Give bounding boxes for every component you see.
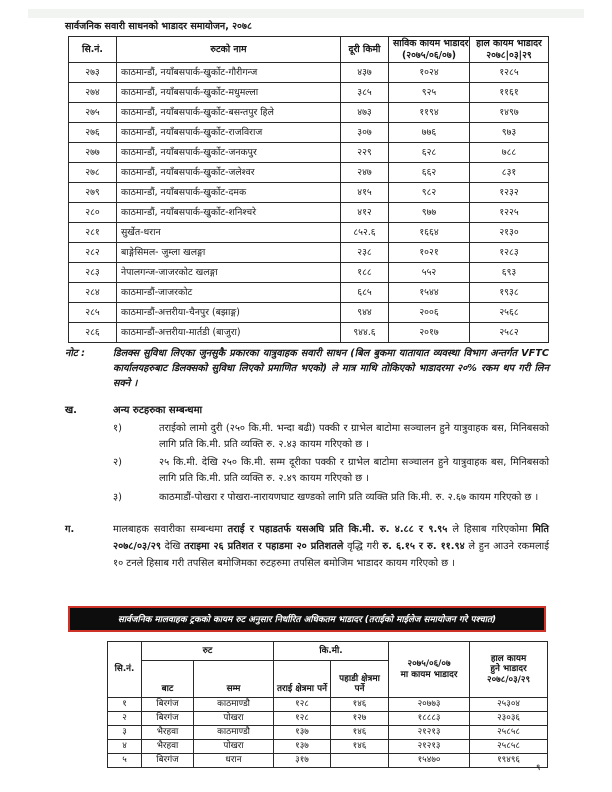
- table-row: [69, 283, 549, 303]
- cell-serial: ५: [108, 754, 142, 768]
- cell-old-fare: १५४७०: [389, 754, 470, 768]
- cell-serial: २७५: [69, 103, 117, 123]
- ga-segment: देखि: [160, 541, 185, 553]
- cell-new-fare: १२२५: [470, 203, 549, 223]
- cell-old-fare: २१२१३: [389, 740, 470, 754]
- cell-serial: २७३: [69, 63, 117, 83]
- cell-old-fare: ५५२: [389, 263, 470, 283]
- cell-terai-km: १२८: [274, 698, 331, 712]
- cell-new-fare: ७८८: [470, 143, 549, 163]
- cell-hill-km: १२७: [331, 712, 389, 726]
- cell-distance-km: ९४४.६: [341, 323, 389, 343]
- cell-new-fare: १२८५: [470, 63, 549, 83]
- cell-old-fare: १८८८३: [389, 712, 470, 726]
- cell-from: बिरगंज: [142, 698, 194, 712]
- list-item: [113, 455, 549, 486]
- cell-route-name: काठमान्डौं, नयाँबसपार्क-खुर्कोट-गौरीगन्ज: [117, 63, 341, 83]
- cell-hill-km: १४६: [331, 726, 389, 740]
- cell-old-fare: २००६: [389, 303, 470, 323]
- col-header-route-name: रुटको नाम: [117, 37, 341, 63]
- cell-route-name: काठमान्डौं-जाजरकोट: [117, 283, 341, 303]
- table-row: [69, 143, 549, 163]
- cell-route-name: काठमान्डौं, नयाँबसपार्क-खुर्कोट-बसन्तपुर हिले: [117, 103, 341, 123]
- note-label: नोट :: [65, 348, 86, 359]
- cell-route-name: सुर्खेत-धरान: [117, 223, 341, 243]
- cell-distance-km: २३८: [341, 243, 389, 263]
- cell-from: बिरगंज: [142, 754, 194, 768]
- cell-serial: २७७: [69, 143, 117, 163]
- truck-col-header-from: बाट: [142, 661, 194, 698]
- table-row: [69, 183, 549, 203]
- table-row: [108, 712, 548, 726]
- cell-serial: २: [108, 712, 142, 726]
- cell-route-name: काठमान्डौं, नयाँबसपार्क-खुर्कोट-मधुमल्ला: [117, 83, 341, 103]
- page-title: सार्वजनिक सवारी साधनको भाडादर समायोजन, २०७८: [65, 21, 252, 32]
- ga-segment: ले हुन आउने रकमलाई १० टनले हिसाब गरी तपसिल बमोजिमका रुटहरुमा तपसिल बमोजिम भाडादर कायम गरिएको छ ।: [113, 541, 550, 570]
- truck-new-fare-header-date: २०७८/०३/२९: [487, 674, 531, 685]
- list-item-text: तराईको लामो दुरी (२५० कि.मी. भन्दा बढी) पक्की र ग्राभेल बाटोमा सञ्चालन हुने यात्रुवाहक बस, मिनिबसको लागि प्रति कि.मी. प्रति व्यक्ति रु. २.४३ कायम गरिएको छ ।: [159, 423, 549, 450]
- truck-col-header-km-group: कि.मी.: [274, 642, 389, 661]
- ga-segment-bold: रु. ६.१५ र रु. ११.९४: [382, 541, 465, 553]
- cell-serial: २७६: [69, 123, 117, 143]
- cell-to: काठमाण्डौ: [194, 698, 274, 712]
- cell-hill-km: १४६: [331, 740, 389, 754]
- note-text: डिलक्स सुविधा लिएका जुनसुकै प्रकारका यात्रुवाहक सवारी साधन (बिल बुकमा यातायात व्यवस्था विभाग अन्तर्गत VFTC कार्यालयहरुबाट डिलक्सको सुविधा लिएको प्रमाणित भएको) ले मात्र माथि तोकिएको भाडादरमा २०% रकम थप गरी लिन सक्ने ।: [113, 348, 549, 390]
- cell-old-fare: १०२१: [389, 243, 470, 263]
- cell-serial: ४: [108, 740, 142, 754]
- truck-col-header-new-fare: [470, 642, 548, 698]
- cell-serial: २८१: [69, 223, 117, 243]
- cell-new-fare: १९४९६: [470, 754, 548, 768]
- cell-distance-km: ४७३: [341, 103, 389, 123]
- list-item-text: काठमाडौं-पोखरा र पोखरा-नारायणघाट खण्डको लागि प्रति व्यक्ति प्रति कि.मी. रु. २.६७ कायम गरिएको छ ।: [159, 491, 539, 503]
- truck-col-header-hill-km: पहाडी क्षेत्रमा पर्ने: [331, 661, 389, 698]
- cell-to: पोखरा: [194, 712, 274, 726]
- table-row: [108, 754, 548, 768]
- table-row: [108, 740, 548, 754]
- cell-old-fare: २०७७३: [389, 698, 470, 712]
- truck-col-header-terai-km: तराई क्षेत्रमा पर्ने: [274, 661, 331, 698]
- truck-col-header-serial: सि.नं.: [108, 642, 142, 698]
- section-kha-heading-row: [65, 402, 549, 416]
- new-fare-header-line1: हाल कायम भाडादर: [476, 38, 542, 49]
- cell-old-fare: ६६२: [389, 163, 470, 183]
- cell-hill-km: [331, 754, 389, 768]
- truck-fare-table-header: [108, 642, 548, 698]
- cell-serial: २७४: [69, 83, 117, 103]
- cell-distance-km: ६८५: [341, 283, 389, 303]
- cell-old-fare: ११९४: [389, 103, 470, 123]
- truck-old-fare-header-date: २०७५/०६/०७: [407, 658, 451, 669]
- truck-col-header-old-fare: [389, 642, 470, 698]
- cell-new-fare: ६९३: [470, 263, 549, 283]
- col-header-serial: सि.नं.: [69, 37, 117, 63]
- truck-fare-banner: [68, 606, 546, 632]
- section-ga-label: ग.: [65, 524, 75, 535]
- cell-new-fare: २५८२: [470, 323, 549, 343]
- cell-to: काठमाण्डौ: [194, 726, 274, 740]
- section-ga-paragraph-row: [65, 521, 549, 572]
- cell-old-fare: १६६४: [389, 223, 470, 243]
- col-header-distance-km: दूरी किमी: [341, 37, 389, 63]
- cell-from: भैरहवा: [142, 726, 194, 740]
- truck-fare-table: [107, 641, 548, 768]
- table-row: [69, 83, 549, 103]
- table-row: [69, 263, 549, 283]
- scan-shade-strip: [28, 9, 584, 18]
- cell-old-fare: २०१७: [389, 323, 470, 343]
- section-kha-label: ख.: [65, 405, 77, 416]
- cell-old-fare: ७७६: [389, 123, 470, 143]
- table-row: [108, 726, 548, 740]
- table-row: [69, 203, 549, 223]
- truck-fare-banner-text: सार्वजनिक मालवाहक ट्रकको कायम रुट अनुसार निर्धारित अधिकतम भाडादर (तराईको माईलेज समायोजन गरे पश्चात): [117, 615, 497, 625]
- section-ga-text: [113, 521, 549, 572]
- ga-segment: वृद्धि गरी: [343, 541, 383, 553]
- old-fare-header-line1: साविक कायम भाडादर: [393, 38, 469, 49]
- col-header-old-fare: [389, 37, 470, 63]
- deluxe-note: [65, 346, 549, 391]
- cell-new-fare: १९३८: [470, 283, 549, 303]
- list-item-number: २): [113, 457, 122, 469]
- truck-col-header-to: सम्म: [194, 661, 274, 698]
- cell-old-fare: १०२४: [389, 63, 470, 83]
- table-row: [69, 223, 549, 243]
- cell-serial: २८०: [69, 203, 117, 223]
- list-item-number: ३): [113, 491, 122, 503]
- ga-segment-bold: तराइमा २६ प्रतिशत र पहाडमा २० प्रतिशतले: [184, 541, 344, 553]
- cell-new-fare: २५८५८: [470, 740, 548, 754]
- passenger-fare-table-body: [69, 63, 549, 343]
- cell-serial: २८२: [69, 243, 117, 263]
- list-item: [113, 421, 549, 452]
- truck-new-fare-header-line1: हाल कायम: [490, 653, 527, 664]
- table-row: [69, 163, 549, 183]
- page-number: ९: [536, 763, 541, 773]
- cell-serial: २८६: [69, 323, 117, 343]
- cell-serial: ३: [108, 726, 142, 740]
- ga-segment-bold: मिति २०७८/०३/२९: [113, 524, 549, 553]
- table-row: [69, 123, 549, 143]
- cell-serial: २८५: [69, 303, 117, 323]
- cell-old-fare: ९८२: [389, 183, 470, 203]
- cell-new-fare: ९७३: [470, 123, 549, 143]
- list-item-text: २५ कि.मी. देखि २५० कि.मी. सम्म दूरीका पक्की र ग्राभेल बाटोमा सञ्चालन हुने यात्रुवाहक बस, मिनिबसको लागि प्रति कि.मी. प्रति व्यक्ति रु. २.४९ कायम गरिएको छ ।: [159, 457, 549, 485]
- cell-route-name: काठमान्डौं, नयाँबसपार्क-खुर्कोट-शनिश्चरे: [117, 203, 341, 223]
- cell-terai-km: १३७: [274, 726, 331, 740]
- cell-terai-km: ३१७: [274, 754, 331, 768]
- passenger-fare-table: [68, 36, 549, 343]
- cell-old-fare: २१२१३: [389, 726, 470, 740]
- ga-segment: ले हिसाब गरिएकोमा: [447, 524, 533, 535]
- cell-new-fare: २३०३६: [470, 712, 548, 726]
- cell-serial: २८४: [69, 283, 117, 303]
- cell-distance-km: ८५२.६: [341, 223, 389, 243]
- table-row: [69, 243, 549, 263]
- cell-route-name: काठमान्डौं, नयाँबसपार्क-खुर्कोट-जनकपुर: [117, 143, 341, 163]
- cell-route-name: काठमान्डौं-अत्तरीया-चैनपुर (बझाङ्ग): [117, 303, 341, 323]
- cell-old-fare: ६२८: [389, 143, 470, 163]
- table-row: [69, 103, 549, 123]
- cell-new-fare: २५३०४: [470, 698, 548, 712]
- cell-distance-km: ४१२: [341, 203, 389, 223]
- cell-terai-km: १३७: [274, 740, 331, 754]
- truck-old-fare-header-line2: मा कायम भाडादर: [400, 669, 458, 680]
- cell-route-name: काठमान्डौं-अत्तरीया-मार्तडी (बाजुरा): [117, 323, 341, 343]
- new-fare-header-date: २०७८|०३|२९: [486, 49, 532, 61]
- cell-hill-km: १४६: [331, 698, 389, 712]
- cell-distance-km: ९४४: [341, 303, 389, 323]
- cell-distance-km: १८८: [341, 263, 389, 283]
- cell-serial: १: [108, 698, 142, 712]
- cell-serial: २७९: [69, 183, 117, 203]
- truck-col-header-route-group: रुट: [142, 642, 274, 661]
- cell-route-name: काठमान्डौं, नयाँबसपार्क-खुर्कोट-राजविराज: [117, 123, 341, 143]
- old-fare-header-date: (२०७५/०६/०७): [402, 49, 456, 61]
- table-row: [69, 323, 549, 343]
- cell-distance-km: २२९: [341, 143, 389, 163]
- section-kha-heading: अन्य रुटहरुका सम्बन्धमा: [113, 405, 203, 416]
- table-row: [108, 698, 548, 712]
- cell-terai-km: १२८: [274, 712, 331, 726]
- passenger-fare-table-header: [69, 37, 549, 63]
- cell-from: भैरहवा: [142, 740, 194, 754]
- cell-new-fare: २५६८: [470, 303, 549, 323]
- cell-new-fare: २१३०: [470, 223, 549, 243]
- cell-new-fare: १४९७: [470, 103, 549, 123]
- truck-fare-table-body: [108, 698, 548, 768]
- col-header-new-fare: [470, 37, 549, 63]
- cell-from: बिरगंज: [142, 712, 194, 726]
- table-row: [69, 303, 549, 323]
- cell-new-fare: १२३२: [470, 183, 549, 203]
- cell-to: धरान: [194, 754, 274, 768]
- cell-new-fare: ११६१: [470, 83, 549, 103]
- cell-new-fare: १२८३: [470, 243, 549, 263]
- cell-old-fare: ९२५: [389, 83, 470, 103]
- cell-distance-km: २४७: [341, 163, 389, 183]
- truck-new-fare-header-line2: हुने भाडादर: [490, 664, 527, 675]
- cell-new-fare: २५८५८: [470, 726, 548, 740]
- cell-route-name: नेपालगन्ज-जाजरकोट खलङ्गा: [117, 263, 341, 283]
- cell-distance-km: ३०७: [341, 123, 389, 143]
- cell-route-name: बाङ्गेसिमल- जुम्ला खलङ्गा: [117, 243, 341, 263]
- cell-distance-km: ४३७: [341, 63, 389, 83]
- list-item: [113, 490, 549, 506]
- cell-to: पोखरा: [194, 740, 274, 754]
- table-row: [69, 63, 549, 83]
- cell-distance-km: ४१५: [341, 183, 389, 203]
- cell-route-name: काठमान्डौं, नयाँबसपार्क-खुर्कोट-जलेश्वर: [117, 163, 341, 183]
- other-routes-list: [113, 421, 549, 508]
- list-item-number: १): [113, 423, 122, 434]
- cell-distance-km: ३८५: [341, 83, 389, 103]
- cell-serial: २७८: [69, 163, 117, 183]
- ga-segment-bold: तराई र पहाडतर्फ यसअघि प्रति कि.मी. रु. ४.८८ र ९.९५: [227, 524, 448, 535]
- ga-segment: मालबाहक सवारीका सम्बन्धमा: [113, 524, 228, 535]
- cell-old-fare: १५४४: [389, 283, 470, 303]
- cell-serial: २८३: [69, 263, 117, 283]
- cell-old-fare: ९७७: [389, 203, 470, 223]
- cell-new-fare: ८३१: [470, 163, 549, 183]
- cell-route-name: काठमान्डौं, नयाँबसपार्क-खुर्कोट-दमक: [117, 183, 341, 203]
